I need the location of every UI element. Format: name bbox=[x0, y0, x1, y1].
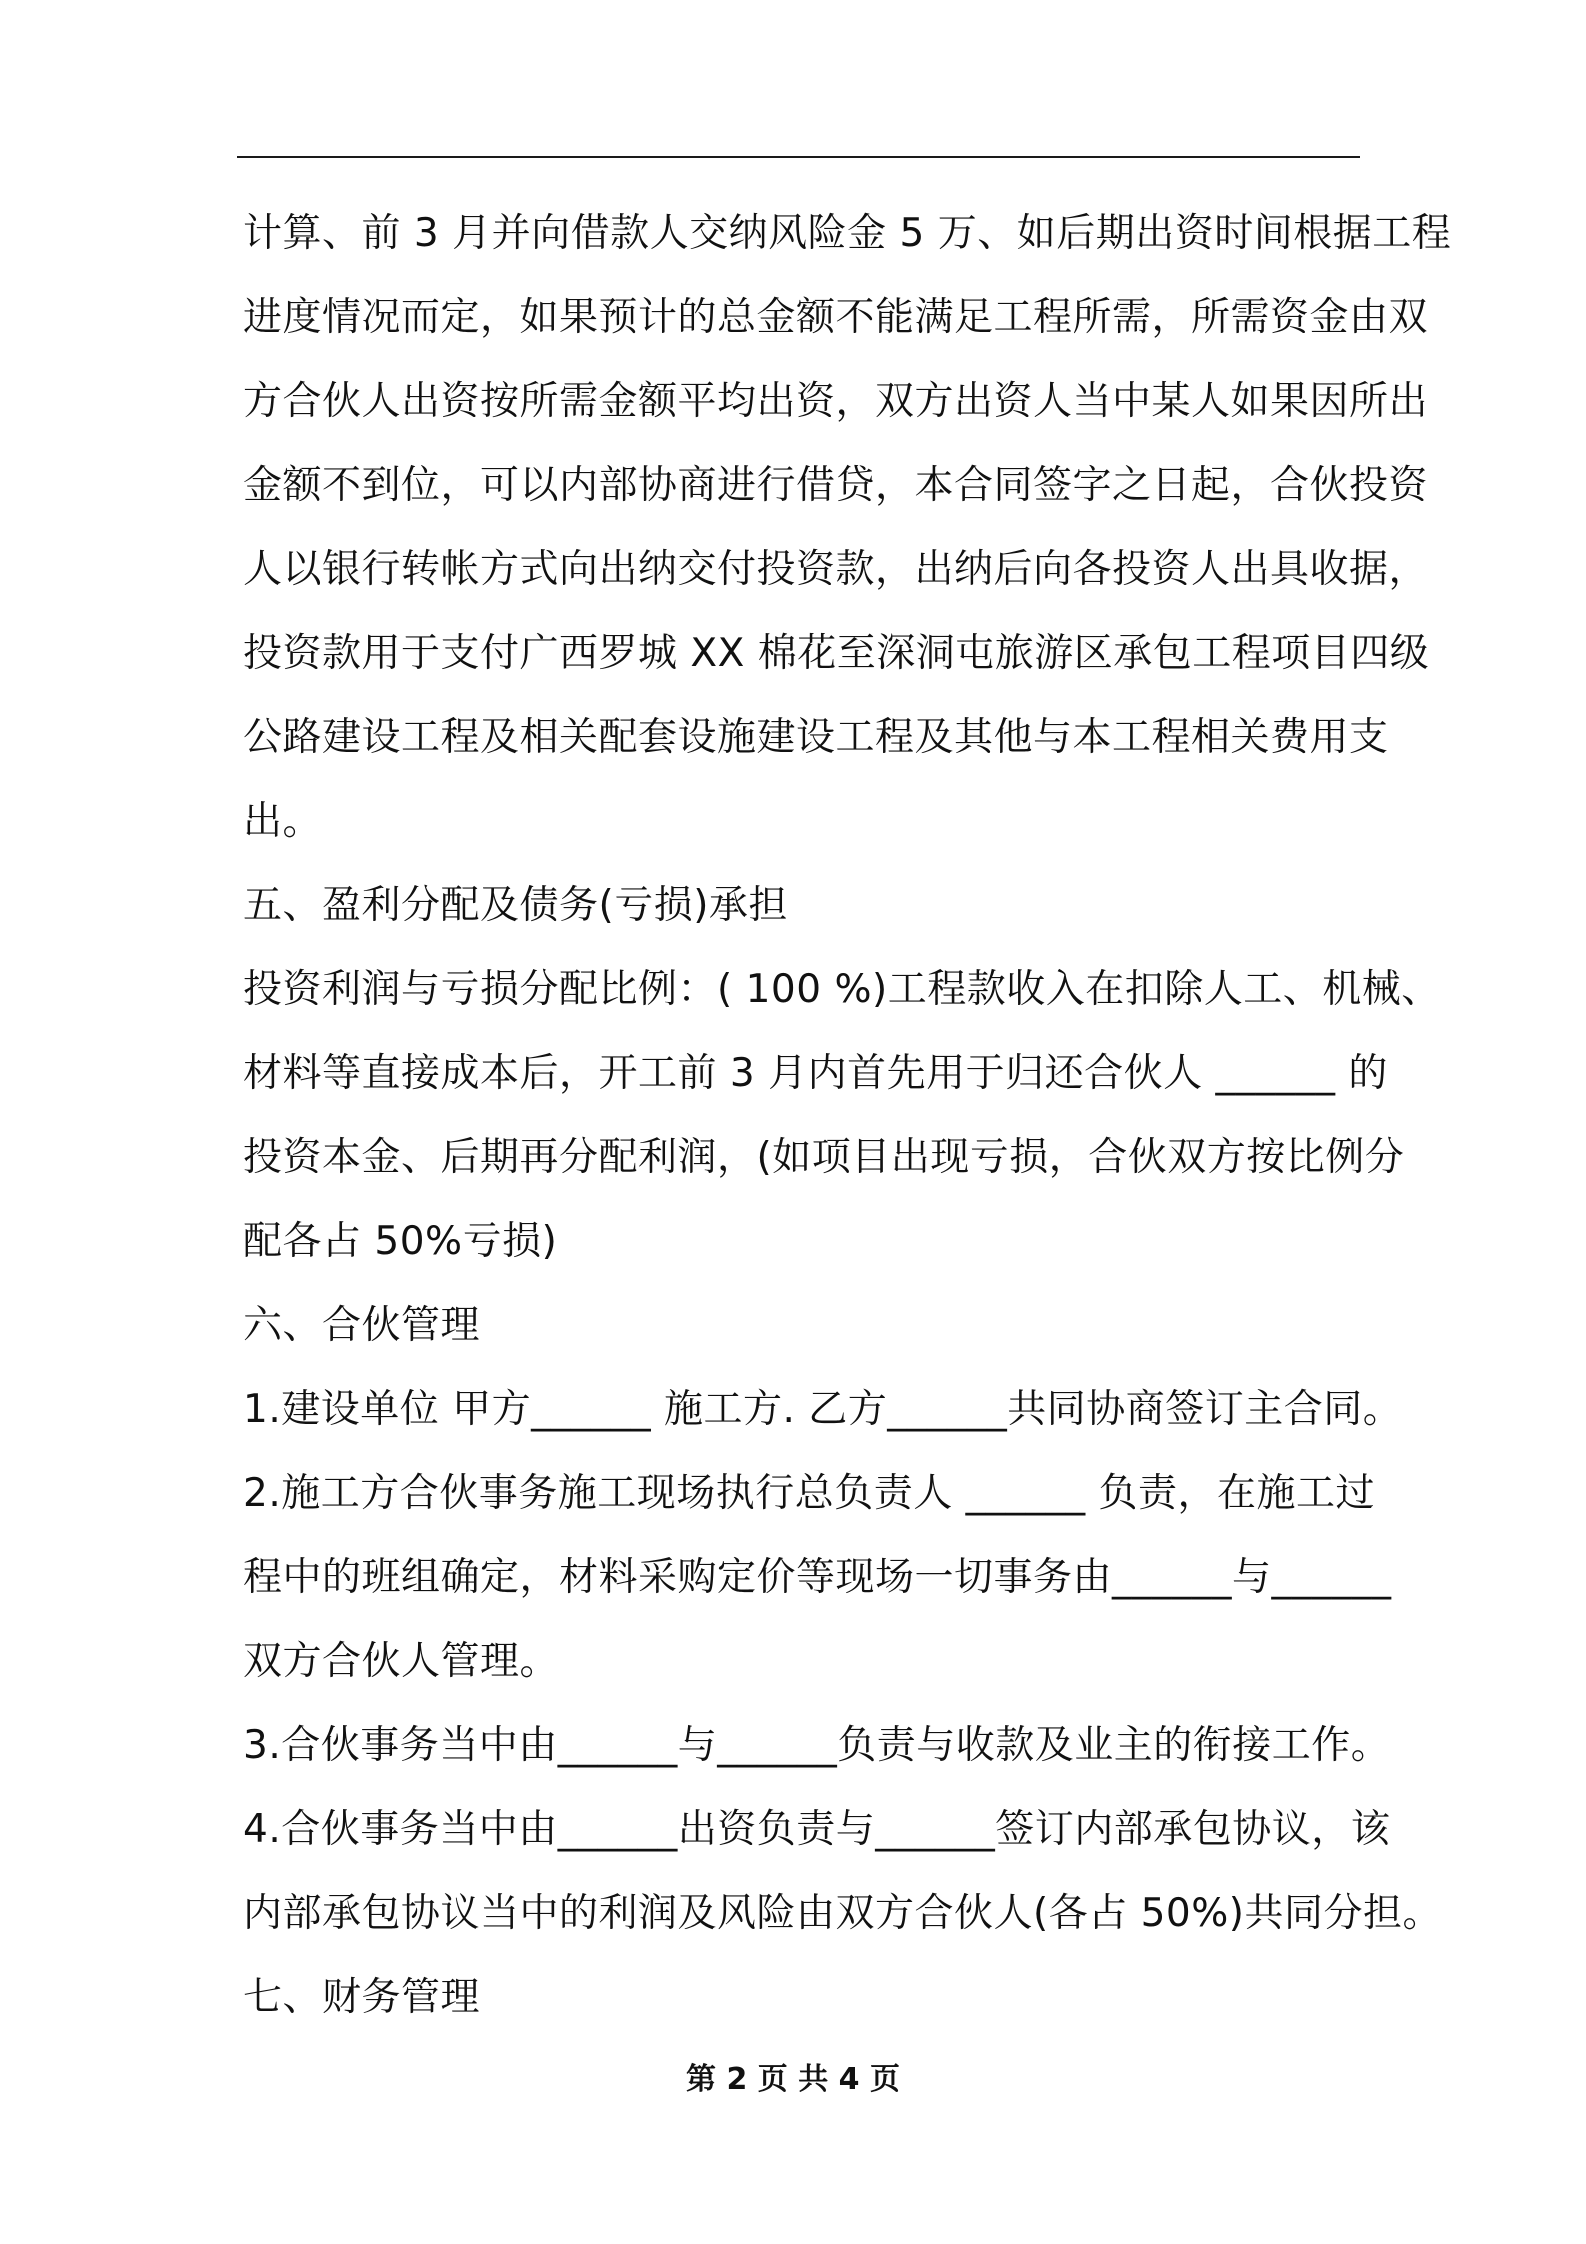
text-line: 计算、前 3 月并向借款人交纳风险金 5 万、如后期出资时间根据工程 bbox=[243, 211, 1452, 256]
text-line: 配各占 50%亏损) bbox=[243, 1219, 558, 1264]
text-line: 程中的班组确定，材料采购定价等现场一切事务由______与______ bbox=[243, 1555, 1392, 1600]
text-line: 进度情况而定，如果预计的总金额不能满足工程所需，所需资金由双 bbox=[243, 295, 1429, 340]
text-line: 投资本金、后期再分配利润，(如项目出现亏损，合伙双方按比例分 bbox=[243, 1135, 1405, 1180]
text-line: 六、合伙管理 bbox=[243, 1303, 481, 1348]
header-divider bbox=[237, 156, 1360, 158]
text-line: 人以银行转帐方式向出纳交付投资款，出纳后向各投资人出具收据， bbox=[243, 547, 1429, 592]
text-line: 投资利润与亏损分配比例：( 100 %)工程款收入在扣除人工、机械、 bbox=[243, 967, 1441, 1012]
page-number-footer: 第 2 页 共 4 页 bbox=[686, 2062, 900, 2097]
text-line: 七、财务管理 bbox=[243, 1975, 481, 2020]
text-line: 4.合伙事务当中由______出资负责与______签订内部承包协议，该 bbox=[243, 1807, 1391, 1852]
text-line: 3.合伙事务当中由______与______负责与收款及业主的衔接工作。 bbox=[243, 1723, 1391, 1768]
text-line: 金额不到位，可以内部协商进行借贷，本合同签字之日起，合伙投资 bbox=[243, 463, 1429, 508]
text-line: 投资款用于支付广西罗城 XX 棉花至深洞屯旅游区承包工程项目四级 bbox=[243, 631, 1430, 676]
text-line: 内部承包协议当中的利润及风险由双方合伙人(各占 50%)共同分担。 bbox=[243, 1891, 1443, 1936]
text-line: 方合伙人出资按所需金额平均出资，双方出资人当中某人如果因所出 bbox=[243, 379, 1429, 424]
text-line: 公路建设工程及相关配套设施建设工程及其他与本工程相关费用支 bbox=[243, 715, 1389, 760]
document-body bbox=[243, 192, 1452, 2040]
text-line: 2.施工方合伙事务施工现场执行总负责人 ______ 负责，在施工过 bbox=[243, 1471, 1376, 1516]
text-line: 1.建设单位 甲方______ 施工方. 乙方______共同协商签订主合同。 bbox=[243, 1387, 1403, 1432]
text-line: 出。 bbox=[243, 799, 323, 844]
text-line: 材料等直接成本后，开工前 3 月内首先用于归还合伙人 ______ 的 bbox=[243, 1051, 1388, 1096]
text-line: 双方合伙人管理。 bbox=[243, 1639, 560, 1684]
text-line: 五、盈利分配及债务(亏损)承担 bbox=[243, 883, 788, 928]
